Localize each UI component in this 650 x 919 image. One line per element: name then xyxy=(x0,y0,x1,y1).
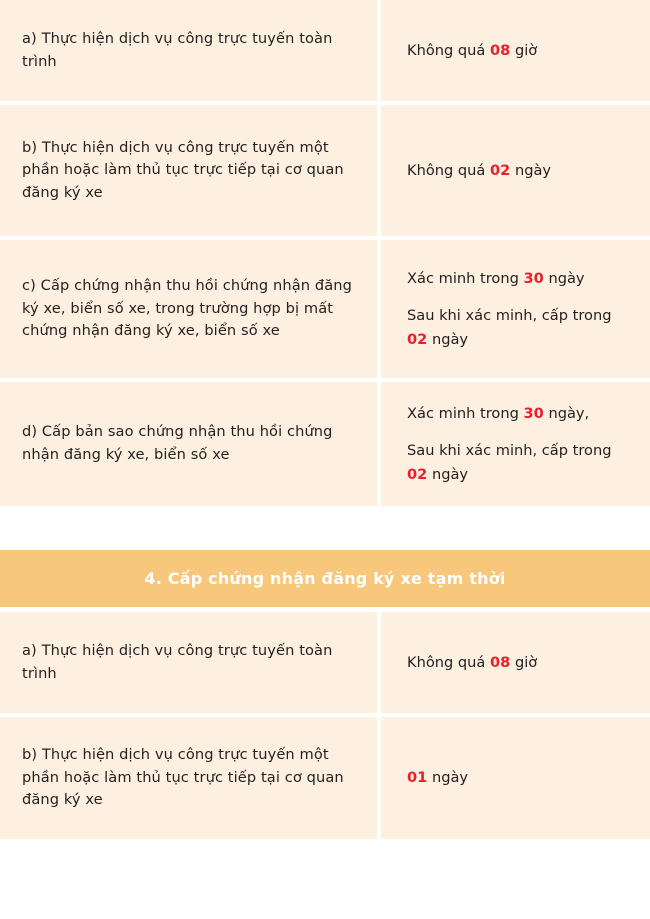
table-row xyxy=(0,0,650,101)
duration-number: 01 xyxy=(407,769,428,787)
duration-suffix: ngày xyxy=(427,465,469,483)
table-row xyxy=(0,105,650,236)
table-row xyxy=(0,382,650,506)
duration-number: 02 xyxy=(490,161,511,179)
table-cell-description xyxy=(0,382,377,506)
duration-line xyxy=(407,766,468,789)
section-title: 4. Cấp chứng nhận đăng ký xe tạm thời xyxy=(144,569,506,588)
duration-line xyxy=(407,267,626,290)
duration-suffix: giờ xyxy=(510,41,538,59)
table-cell-description xyxy=(0,717,377,839)
table-cell-duration xyxy=(381,105,650,236)
table-cell-duration xyxy=(381,0,650,101)
table-row xyxy=(0,717,650,839)
table-cell-description xyxy=(0,612,377,713)
duration-line xyxy=(407,159,551,182)
duration-suffix: ngày, xyxy=(543,404,590,422)
table-cell-description xyxy=(0,105,377,236)
duration-suffix: ngày xyxy=(427,330,469,348)
requirements-table-section-4 xyxy=(0,612,650,839)
table-cell-duration xyxy=(381,240,650,378)
duration-prefix: Không quá xyxy=(407,653,490,671)
duration-number: 02 xyxy=(407,465,428,483)
row-description-text: d) Cấp bản sao chứng nhận thu hồi chứng nhận đăng ký xe, biển số xe xyxy=(22,423,333,463)
row-description-text: c) Cấp chứng nhận thu hồi chứng nhận đăng ký xe, biển số xe, trong trường hợp bị mất chứng nhận đăng ký xe, biển số xe xyxy=(22,277,352,340)
table-row xyxy=(0,240,650,378)
duration-suffix: giờ xyxy=(510,653,538,671)
row-description-text: b) Thực hiện dịch vụ công trực tuyến một phần hoặc làm thủ tục trực tiếp tại cơ quan đăng ký xe xyxy=(22,746,344,809)
duration-prefix: Xác minh trong xyxy=(407,404,524,422)
duration-number: 30 xyxy=(523,404,544,422)
table-cell-duration xyxy=(381,382,650,506)
duration-lines xyxy=(407,402,626,486)
section-header xyxy=(0,550,650,607)
table-row xyxy=(0,612,650,713)
duration-prefix: Sau khi xác minh, cấp trong xyxy=(407,442,612,460)
duration-line xyxy=(407,439,626,486)
duration-line xyxy=(407,402,626,425)
duration-prefix: Không quá xyxy=(407,161,490,179)
row-description-text: a) Thực hiện dịch vụ công trực tuyến toàn trình xyxy=(22,29,333,70)
duration-lines xyxy=(407,651,537,674)
duration-number: 08 xyxy=(490,653,511,671)
table-cell-description xyxy=(0,0,377,101)
duration-prefix: Xác minh trong xyxy=(407,269,524,287)
duration-suffix: ngày xyxy=(543,269,585,287)
row-description-text: a) Thực hiện dịch vụ công trực tuyến toàn trình xyxy=(22,641,333,682)
table-cell-duration xyxy=(381,717,650,839)
duration-number: 30 xyxy=(523,269,544,287)
table-cell-duration xyxy=(381,612,650,713)
duration-lines xyxy=(407,39,537,62)
duration-number: 02 xyxy=(407,330,428,348)
duration-number: 08 xyxy=(490,41,511,59)
table-cell-description xyxy=(0,240,377,378)
duration-line xyxy=(407,304,626,351)
duration-line xyxy=(407,39,537,62)
duration-suffix: ngày xyxy=(427,769,469,787)
row-description-text: b) Thực hiện dịch vụ công trực tuyến một phần hoặc làm thủ tục trực tiếp tại cơ quan đăng ký xe xyxy=(22,138,344,201)
duration-lines xyxy=(407,766,468,789)
duration-prefix: Sau khi xác minh, cấp trong xyxy=(407,307,612,325)
duration-suffix: ngày xyxy=(510,161,552,179)
duration-prefix: Không quá xyxy=(407,41,490,59)
duration-line xyxy=(407,651,537,674)
section-spacer xyxy=(0,506,650,550)
duration-lines xyxy=(407,267,626,351)
duration-lines xyxy=(407,159,551,182)
